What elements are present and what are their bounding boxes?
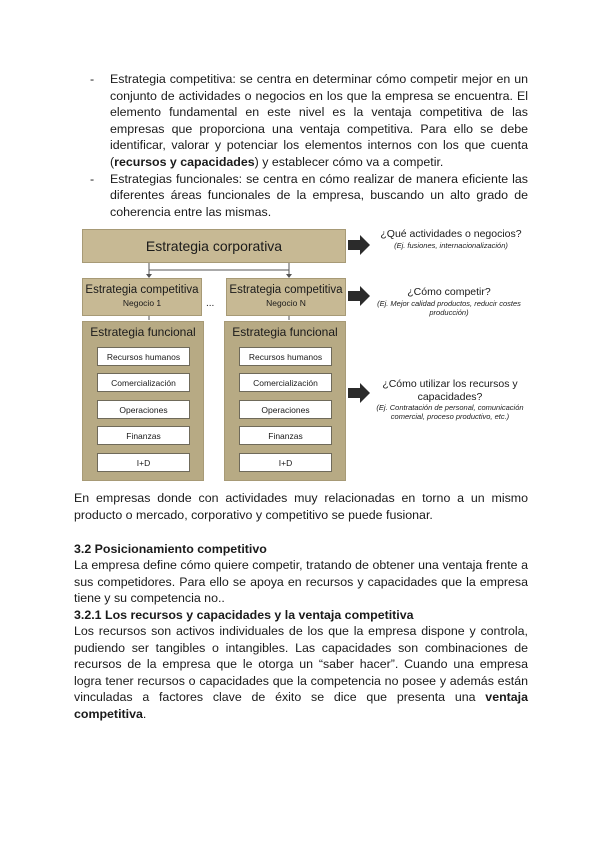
competitive-strategy-label: Estrategia competitiva <box>229 284 343 296</box>
strategy-levels-diagram <box>82 226 528 481</box>
competitive-note <box>372 286 526 317</box>
business-label: Negocio N <box>266 298 306 308</box>
functional-note <box>374 378 526 421</box>
bullet-text-bold: recursos y capacidades <box>114 154 255 169</box>
list-item-competitive-strategy <box>88 71 528 171</box>
corporate-note <box>376 228 526 250</box>
competitive-strategy-box-n <box>226 278 346 316</box>
paragraph-fusion: En empresas donde con actividades muy relacionadas en torno a un mismo producto o mercado, corporativo y competitivo se puede fusionar. <box>74 491 528 522</box>
ellipsis: ... <box>206 298 215 309</box>
competitive-strategy-box-1 <box>82 278 202 316</box>
functional-area-operations: Operaciones <box>97 400 190 419</box>
paragraph-resources <box>74 623 528 723</box>
corporate-question: ¿Qué actividades o negocios? <box>380 228 522 240</box>
heading-3-2-1: 3.2.1 Los recursos y capacidades y la ventaja competitiva <box>74 608 414 622</box>
functional-strategy-box-n <box>224 321 346 481</box>
bullet-text-tail: ) y establecer cómo va a competir. <box>254 154 444 169</box>
functional-area-hr: Recursos humanos <box>239 347 332 366</box>
functional-strategy-label: Estrategia funcional <box>90 325 196 339</box>
competitive-strategy-label: Estrategia competitiva <box>85 284 199 296</box>
strategy-level-list <box>88 71 528 220</box>
heading-3-2: 3.2 Posicionamiento competitivo <box>74 542 267 556</box>
functional-area-rd: I+D <box>239 453 332 472</box>
corporate-example: (Ej. fusiones, internacionalización) <box>394 240 508 250</box>
functional-area-marketing: Comercialización <box>239 373 332 392</box>
right-arrow-icon <box>348 286 370 306</box>
bullet-text-lead: Estrategia competitiva: se centra en determinar cómo competir mejor en un conjunto de actividades o negocios en los que la empresa se encuentra. El elemento fundamental en este nivel es la ventaja competitiva de las empresas que proporciona una ventaja competitiva. Para ello se debe identificar, valorar y potenciar los elementos internos con los que cuenta ( <box>110 72 528 169</box>
paragraph-resources-tail: . <box>142 706 147 721</box>
paragraph-resources-bold: ventaja competitiva <box>74 690 528 721</box>
functional-example: (Ej. Contratación de personal, comunicación comercial, proceso productivo, etc.) <box>376 403 524 421</box>
functional-area-finance: Finanzas <box>239 426 332 445</box>
functional-area-hr: Recursos humanos <box>97 347 190 366</box>
paragraph-resources-lead: Los recursos son activos individuales de los que la empresa dispone y controla, pudiendo ser tangibles o intangibles. Las capacidades son combinaciones de recursos de la empresa que le otorga un “saber hacer”. Cuando una empresa logra tener recursos o capacidades que la competencia no posee y además están vinculadas a factores clave de éxito se dice que presenta una <box>74 624 528 705</box>
functional-question: ¿Cómo utilizar los recursos y capacidades? <box>382 378 518 403</box>
right-arrow-icon <box>348 235 370 255</box>
functional-strategy-box-1 <box>82 321 204 481</box>
business-label: Negocio 1 <box>122 298 162 308</box>
functional-area-operations: Operaciones <box>239 400 332 419</box>
bullet-dash: - <box>90 72 95 86</box>
bullet-text: Estrategias funcionales: se centra en cómo realizar de manera eficiente las diferentes áreas funcionales de la empresa, buscando un alto grado de coherencia entre las mismas. <box>110 171 528 219</box>
functional-area-finance: Finanzas <box>97 426 190 445</box>
list-item-functional-strategy <box>88 171 528 221</box>
competitive-example: (Ej. Mejor calidad productos, reducir costes producción) <box>377 298 521 317</box>
functional-area-rd: I+D <box>97 453 190 472</box>
functional-strategy-label: Estrategia funcional <box>232 325 338 339</box>
right-arrow-icon <box>348 383 370 403</box>
competitive-question: ¿Cómo competir? <box>407 286 491 298</box>
corporate-strategy-box <box>82 229 346 263</box>
functional-area-marketing: Comercialización <box>97 373 190 392</box>
paragraph-positioning: La empresa define cómo quiere competir, tratando de obtener una ventaja frente a sus competidores. Para ello se apoya en recursos y capacidades que la empresa tiene y su competencia no.. <box>74 558 528 606</box>
bullet-dash: - <box>90 171 95 186</box>
corporate-strategy-label: Estrategia corporativa <box>145 238 283 254</box>
